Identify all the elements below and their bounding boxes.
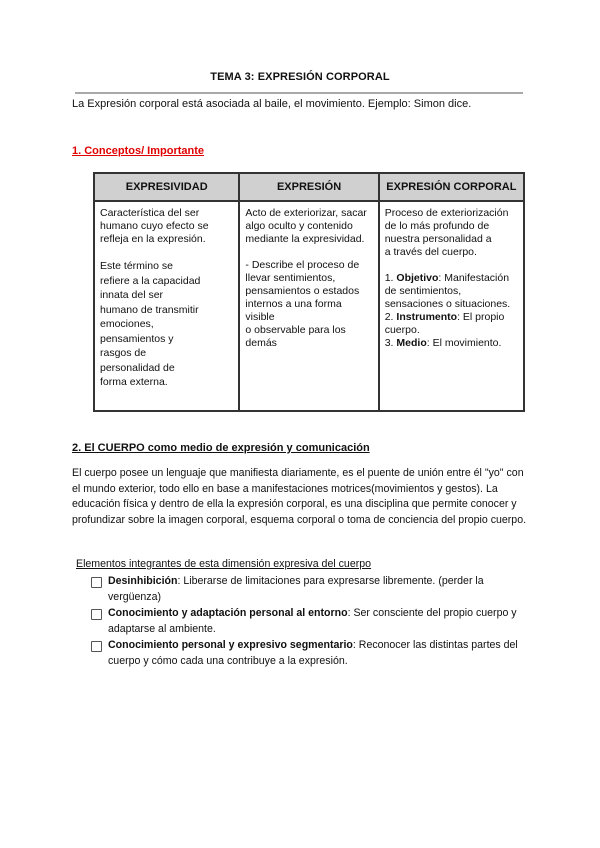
header-expresion: EXPRESIÓN [239,173,378,201]
list-item-objetivo [385,272,518,311]
list-item-instrumento [385,311,518,337]
concepts-table [93,172,525,412]
table-header-row [94,173,524,201]
page-title: TEMA 3: EXPRESIÓN CORPORAL [210,71,390,83]
item-text: : Reconocer las distintas partes del cuerpo y cómo cada una contribuye a la expresión. [108,639,518,667]
item-term: Conocimiento personal y expresivo segmentario [108,639,353,651]
elements-checklist [91,574,536,670]
item-number: 2. [384,311,397,323]
checkbox-icon[interactable] [91,641,102,652]
cell-expresion-corporal [379,201,524,411]
cell-line: forma externa. [100,376,168,388]
item-number: 3. [384,337,397,349]
item-term: Medio [396,337,427,349]
cell-line: humano de transmitir [100,303,199,316]
item-term: Desinhibición [108,575,178,587]
checkbox-icon[interactable] [91,609,102,620]
cell-line: innata del ser [100,289,164,301]
section-2-paragraph: El cuerpo posee un lenguaje que manifiesta diariamente, es el puente de unión entre él "yo" con el mundo exterior, todo ello en base a manifestaciones motrices(movimientos y gestos). La educación física y dentro de ella la expresión corporal, es una disciplina que permite conocer y profundizar sobre la imagen corporal, esquema corporal o toma de conciencia del propio cuerpo. [72,467,527,526]
cell-text: Acto de exteriorizar, sacar algo oculto y contenido mediante la expresividad. [245,207,367,245]
cell-numbered-list [385,272,518,350]
item-term: Conocimiento y adaptación personal al entorno [108,607,348,619]
cell-text: Característica del ser humano cuyo efecto se refleja en la expresión. [100,207,209,245]
cell-line: Este término se [100,260,173,272]
cell-line: Proceso de exteriorización de lo más profundo de nuestra personalidad a [384,207,509,245]
cell-text-block [100,259,233,390]
cell-line: - Describe el proceso de llevar sentimientos, pensamientos o estados internos a una forma [245,259,360,310]
header-expresividad: EXPRESIVIDAD [94,173,239,201]
table-row [94,201,524,411]
checkbox-icon[interactable] [91,577,102,588]
item-text: : El propio cuerpo. [384,311,505,336]
cell-text-block [385,207,518,259]
item-text: : Manifestación de sentimientos, sensaciones o situaciones. [384,272,511,310]
elements-heading: Elementos integrantes de esta dimensión expresiva del cuerpo [76,558,372,570]
cell-line: emociones, [100,318,154,330]
checklist-item-desinhibicion [91,574,536,605]
list-item-medio [385,337,518,350]
checklist-item-segmentario [91,638,536,669]
item-text: : El movimiento. [426,337,502,349]
cell-text-block [245,259,372,350]
cell-line: o observable para los demás [245,324,346,349]
item-number: 1. [384,272,397,284]
cell-expresividad [94,201,239,411]
cell-line: refiere a la capacidad [100,274,201,287]
item-term: Instrumento [396,311,458,323]
cell-expresion [239,201,378,411]
item-text: : Ser consciente del propio cuerpo y adaptarse al ambiente. [108,607,517,635]
checklist-item-adaptacion [91,606,536,637]
cell-line: rasgos de [100,347,147,359]
cell-line: a través del cuerpo. [384,246,477,258]
cell-line: personalidad de [100,361,175,374]
cell-line: pensamientos y [100,332,174,345]
section-2-heading: 2. El CUERPO como medio de expresión y comunicación [72,442,370,454]
header-expresion-corporal: EXPRESIÓN CORPORAL [379,173,524,201]
section-1-heading: 1. Conceptos/ Importante [72,145,205,157]
item-term: Objetivo [396,272,439,284]
title-divider [75,92,523,94]
cell-line: visible [245,311,275,323]
item-text: : Liberarse de limitaciones para expresarse libremente. (perder la vergüenza) [108,575,484,603]
intro-text: La Expresión corporal está asociada al baile, el movimiento. Ejemplo: Simon dice. [72,98,472,110]
